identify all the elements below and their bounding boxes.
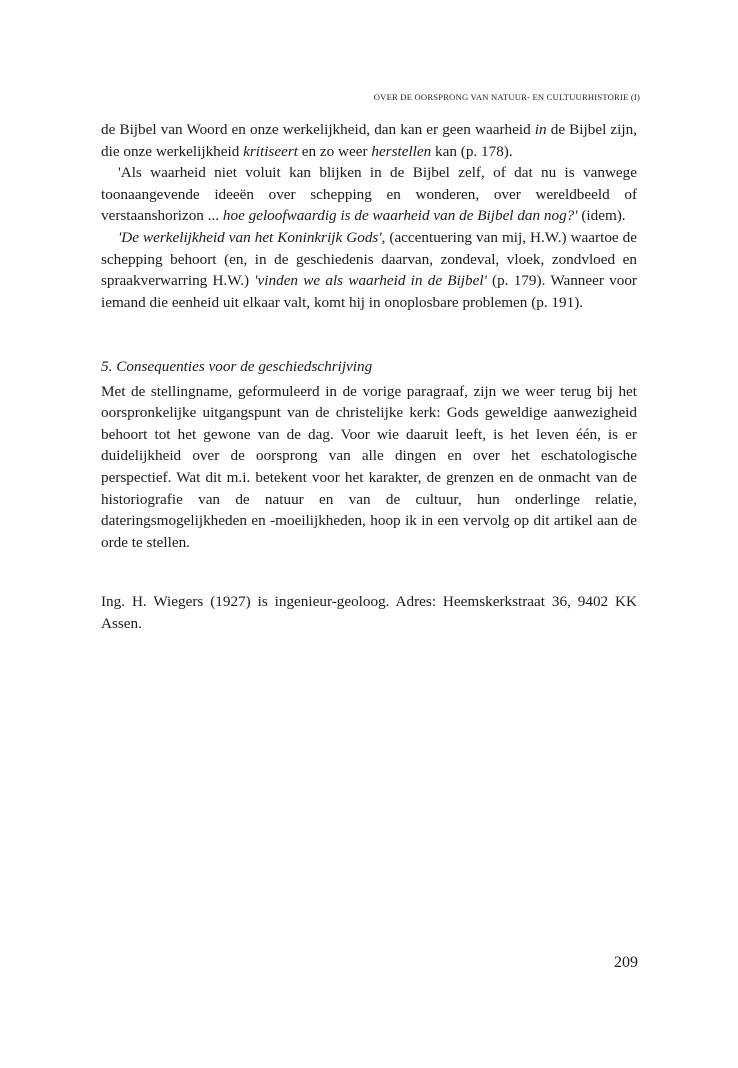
text-run: (idem). xyxy=(577,207,626,225)
text-run: , (accentuering van mij, H.W.) waartoe de schepping behoort (en, in de geschiedenis daarvan, zondeval, vloek, zondvloed en spraakverwarring H.W.) xyxy=(101,228,637,290)
paragraph xyxy=(101,119,637,162)
author-note-text: Ing. H. Wiegers (1927) is ingenieur-geoloog. Adres: Heemskerkstraat 36, 9402 KK Assen. xyxy=(101,593,637,632)
author-note xyxy=(101,591,637,634)
quote-paragraph xyxy=(101,162,637,227)
emphasis: 'vinden we als waarheid in de Bijbel' xyxy=(254,272,487,290)
emphasis: kritiseert xyxy=(243,142,298,160)
section-5 xyxy=(101,356,637,553)
section-heading: 5. Consequenties voor de geschiedschrijving xyxy=(101,358,373,375)
quote-paragraph xyxy=(101,227,637,313)
intro-text xyxy=(101,119,637,313)
emphasis: in xyxy=(534,121,547,138)
text-run: kan (p. 178). xyxy=(431,142,513,160)
text-run: 'Als waarheid niet voluit kan blijken in de Bijbel zelf, of dat nu is vanwege toonaangevende ideeën over schepping en wonderen, over wereldbeeld of verstaanshorizon ... xyxy=(101,164,637,225)
text-run: (p. 179). Wanneer voor iemand die eenheid uit elkaar valt, komt hij in onoplosbare problemen (p. 191). xyxy=(101,272,637,311)
text-run: de Bijbel van Woord en onze werkelijkheid, dan kan er geen waarheid xyxy=(101,121,535,138)
section-body: Met de stellingname, geformuleerd in de vorige paragraaf, zijn we weer terug bij het oorspronkelijke uitgangspunt van de christelijke kerk: Gods geweldige aanwezigheid behoort tot het gewone van de dag. Voor wie daaruit leeft, is het leven één, is er duidelijkheid over de oorsprong van alle dingen en over het eschatologische perspectief. Wat dit m.i. betekent voor het karakter, de grenzen en de onmacht van de historiografie van de natuur en van de cultuur, hun onderlinge relatie, dateringsmogelijkheden en -moeilijkheden, hoop ik in een vervolg op dit artikel aan de orde te stellen. xyxy=(101,382,637,551)
running-head: OVER DE OORSPRONG VAN NATUUR- EN CULTUURHISTORIE (I) xyxy=(373,92,640,102)
emphasis: 'De werkelijkheid van het Koninkrijk Gods' xyxy=(118,228,382,246)
text-run: en zo weer xyxy=(297,142,372,160)
text-run: de Bijbel zijn, die onze werkelijkheid xyxy=(101,121,637,160)
emphasis: herstellen xyxy=(371,142,432,160)
emphasis: hoe geloofwaardig is de waarheid van de Bijbel dan nog?' xyxy=(222,207,578,225)
page-number: 209 xyxy=(614,954,638,971)
